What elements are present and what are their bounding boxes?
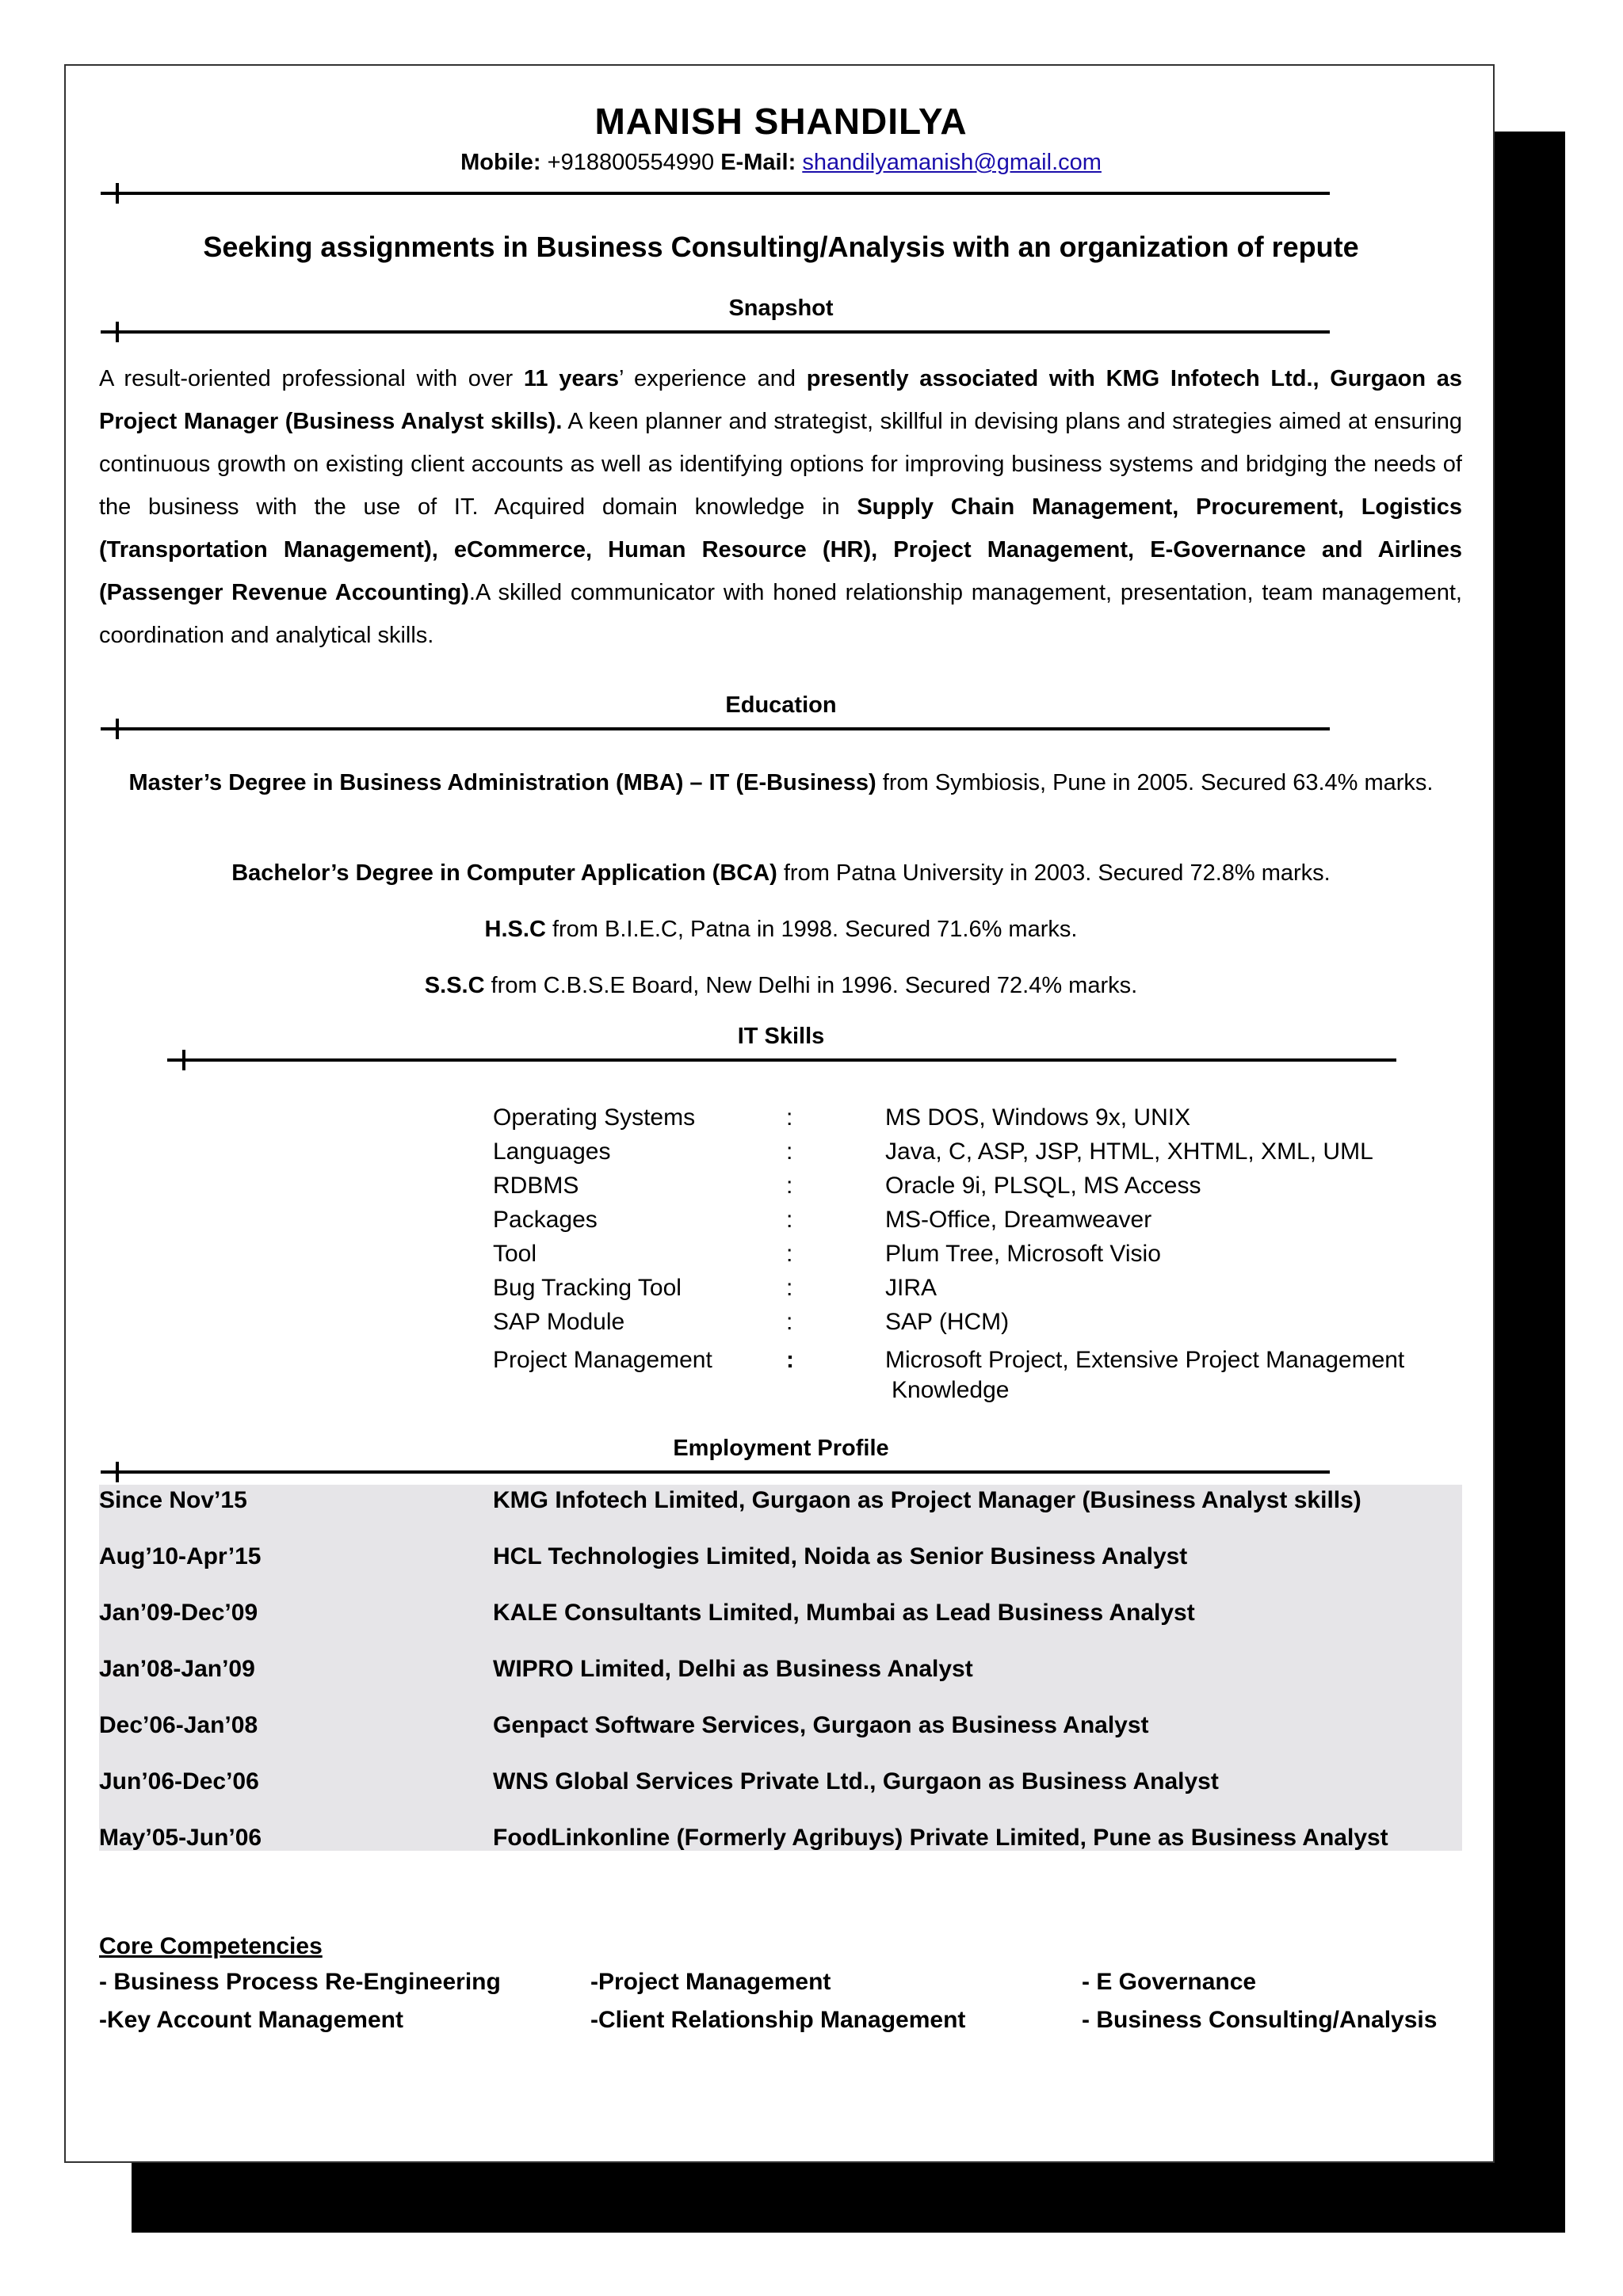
competency-item: -Project Management bbox=[590, 1969, 831, 1995]
skill-separator: : bbox=[786, 1104, 793, 1131]
education-divider bbox=[101, 727, 1330, 730]
snapshot-text-1: A result-oriented professional with over bbox=[99, 366, 524, 391]
skill-label: Languages bbox=[493, 1138, 611, 1165]
employment-row bbox=[99, 1597, 1195, 1629]
skill-separator: : bbox=[786, 1241, 793, 1267]
employment-period: Aug’10-Apr’15 bbox=[99, 1543, 262, 1569]
education-item-hsc bbox=[113, 915, 1449, 944]
snapshot-divider bbox=[101, 330, 1330, 334]
candidate-name: MANISH SHANDILYA bbox=[594, 101, 968, 142]
employment-period: May’05-Jun’06 bbox=[99, 1825, 262, 1851]
skill-label: Project Management bbox=[493, 1347, 712, 1373]
employment-row bbox=[99, 1822, 1388, 1854]
skill-row bbox=[493, 1135, 1440, 1169]
skill-value bbox=[885, 1345, 1440, 1409]
employment-role: FoodLinkonline (Formerly Agribuys) Private Limited, Pune as Business Analyst bbox=[493, 1825, 1388, 1851]
skill-separator: : bbox=[786, 1347, 794, 1373]
competency-item: - Business Consulting/Analysis bbox=[1082, 2007, 1438, 2033]
skill-row bbox=[493, 1305, 1440, 1339]
competency-row bbox=[99, 1966, 1462, 1998]
employment-row bbox=[99, 1653, 973, 1685]
education-detail: from B.I.E.C, Patna in 1998. Secured 71.6% marks. bbox=[545, 917, 1078, 942]
skill-value: Java, C, ASP, JSP, HTML, XHTML, XML, UML bbox=[885, 1138, 1373, 1165]
employment-period: Dec’06-Jan’08 bbox=[99, 1712, 258, 1738]
skill-label: SAP Module bbox=[493, 1309, 625, 1335]
skill-value: JIRA bbox=[885, 1275, 938, 1301]
skill-row bbox=[493, 1237, 1440, 1271]
employment-divider bbox=[101, 1470, 1330, 1474]
competency-item: -Key Account Management bbox=[99, 2007, 403, 2033]
it-skills-divider bbox=[167, 1058, 1396, 1062]
skill-separator: : bbox=[786, 1309, 793, 1335]
snapshot-text-4: .A skilled communicator with honed relationship management, presentation, team management, coordination and analytical skills. bbox=[99, 580, 1462, 648]
objective-statement: Seeking assignments in Business Consulting/Analysis with an organization of repute bbox=[203, 231, 1359, 263]
education-heading: Education bbox=[725, 692, 837, 718]
snapshot-paragraph bbox=[99, 357, 1462, 657]
skill-label: Operating Systems bbox=[493, 1104, 696, 1131]
skill-row bbox=[493, 1203, 1440, 1237]
skill-value-line-2: Knowledge bbox=[892, 1377, 1010, 1403]
education-detail: from Patna University in 2003. Secured 72.8% marks. bbox=[777, 860, 1331, 886]
snapshot-heading: Snapshot bbox=[728, 296, 834, 321]
snapshot-divider-tick bbox=[116, 322, 119, 342]
skill-separator: : bbox=[786, 1173, 793, 1199]
skill-label: RDBMS bbox=[493, 1173, 579, 1199]
skill-separator: : bbox=[786, 1207, 793, 1233]
competency-item: -Client Relationship Management bbox=[590, 2007, 966, 2033]
employment-row bbox=[99, 1710, 1149, 1741]
email-label: E-Mail: bbox=[720, 150, 796, 175]
snapshot-domains: Supply Chain Management, Procurement, Logistics (Transportation Management), eCommerce, Human Resource (HR), Project Management, E-Governance and Airlines (Passenger Revenue Accounting) bbox=[99, 494, 1462, 605]
education-detail: from Symbiosis, Pune in 2005. Secured 63.4% marks. bbox=[876, 770, 1434, 795]
it-skills-heading: IT Skills bbox=[737, 1024, 825, 1049]
skill-value: MS-Office, Dreamweaver bbox=[885, 1207, 1152, 1233]
employment-divider-tick bbox=[116, 1462, 119, 1482]
employment-period: Jan’08-Jan’09 bbox=[99, 1656, 255, 1682]
education-detail: from C.B.S.E Board, New Delhi in 1996. Secured 72.4% marks. bbox=[484, 973, 1138, 998]
education-item-mba bbox=[113, 769, 1449, 797]
email-link[interactable]: shandilyamanish@gmail.com bbox=[802, 150, 1102, 175]
employment-heading: Employment Profile bbox=[673, 1436, 889, 1461]
employment-role: KMG Infotech Limited, Gurgaon as Project Manager (Business Analyst skills) bbox=[493, 1487, 1361, 1513]
education-item-ssc bbox=[113, 971, 1449, 1000]
skill-value: SAP (HCM) bbox=[885, 1309, 1010, 1335]
education-degree: Master’s Degree in Business Administration (MBA) – IT (E-Business) bbox=[128, 770, 876, 795]
employment-row bbox=[99, 1766, 1219, 1798]
education-degree: H.S.C bbox=[484, 917, 546, 942]
employment-period: Since Nov’15 bbox=[99, 1487, 247, 1513]
skill-separator: : bbox=[786, 1275, 793, 1301]
snapshot-text-3: A keen planner and strategist, skillful in devising plans and strategies aimed at ensuring continuous growth on existing client accounts as well as identifying options for improving business systems and bridging the needs of the business with the use of IT. Acquired domain knowledge in bbox=[99, 409, 1463, 520]
skill-row bbox=[493, 1100, 1440, 1135]
education-item-bca bbox=[113, 859, 1449, 887]
education-degree: Bachelor’s Degree in Computer Application (BCA) bbox=[231, 860, 777, 886]
employment-row bbox=[99, 1485, 1361, 1516]
employment-row bbox=[99, 1541, 1187, 1573]
competency-item: - Business Process Re-Engineering bbox=[99, 1969, 501, 1995]
competency-row bbox=[99, 2004, 1462, 2036]
employment-period: Jan’09-Dec’09 bbox=[99, 1600, 258, 1626]
employment-role: WIPRO Limited, Delhi as Business Analyst bbox=[493, 1656, 973, 1682]
mobile-number: +918800554990 bbox=[547, 150, 715, 175]
skill-row bbox=[493, 1345, 1440, 1409]
employment-role: WNS Global Services Private Ltd., Gurgaon as Business Analyst bbox=[493, 1768, 1219, 1794]
contact-line bbox=[66, 150, 1496, 176]
it-skills-divider-tick bbox=[182, 1050, 185, 1070]
skill-row bbox=[493, 1169, 1440, 1203]
skill-label: Packages bbox=[493, 1207, 598, 1233]
skill-label: Bug Tracking Tool bbox=[493, 1275, 682, 1301]
snapshot-text-2: ’ experience and bbox=[619, 366, 807, 391]
skill-value: Oracle 9i, PLSQL, MS Access bbox=[885, 1173, 1201, 1199]
snapshot-current-role: presently associated with KMG Infotech Ltd., Gurgaon as Project Manager (Business Analyst skills). bbox=[99, 366, 1462, 434]
skill-label: Tool bbox=[493, 1241, 537, 1267]
competency-item: - E Governance bbox=[1082, 1969, 1257, 1995]
skill-value: MS DOS, Windows 9x, UNIX bbox=[885, 1104, 1191, 1131]
employment-role: KALE Consultants Limited, Mumbai as Lead Business Analyst bbox=[493, 1600, 1195, 1626]
skill-row bbox=[493, 1271, 1440, 1305]
education-degree: S.S.C bbox=[424, 973, 485, 998]
employment-role: Genpact Software Services, Gurgaon as Business Analyst bbox=[493, 1712, 1149, 1738]
core-competencies-heading: Core Competencies bbox=[99, 1933, 323, 1959]
employment-period: Jun’06-Dec’06 bbox=[99, 1768, 259, 1794]
it-skills-table bbox=[493, 1100, 1440, 1409]
resume-page bbox=[64, 64, 1495, 2163]
header-divider-tick bbox=[116, 183, 119, 204]
education-divider-tick bbox=[116, 719, 119, 739]
skill-value: Plum Tree, Microsoft Visio bbox=[885, 1241, 1161, 1267]
header-divider bbox=[101, 192, 1330, 195]
employment-role: HCL Technologies Limited, Noida as Senior Business Analyst bbox=[493, 1543, 1188, 1569]
snapshot-years: 11 years bbox=[523, 366, 620, 391]
mobile-label: Mobile: bbox=[460, 150, 541, 175]
skill-value-line-1: Microsoft Project, Extensive Project Management bbox=[885, 1347, 1405, 1373]
skill-separator: : bbox=[786, 1138, 793, 1165]
